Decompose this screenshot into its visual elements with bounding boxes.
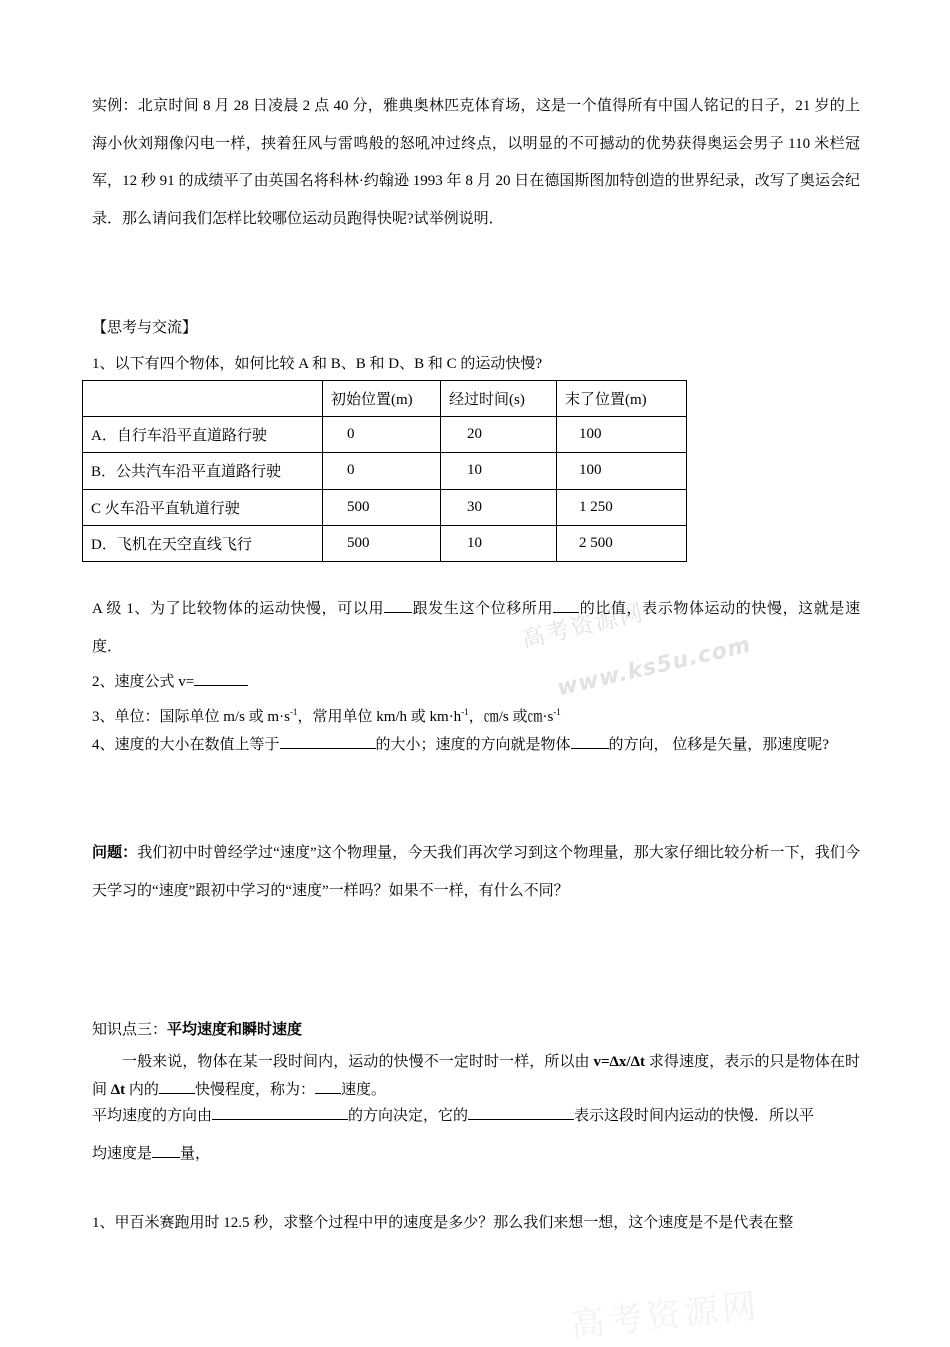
knowledge-text: 一般来说，物体在某一段时间内，运动的快慢不一定时时一样，所以由 [122,1054,594,1070]
table-header-cell: 经过时间(s) [441,381,557,417]
table-cell: 500 [323,525,441,561]
knowledge-text: 求得速度，表示的只是 [645,1054,800,1070]
unit-text: ，㎝/s 或㎝·s [468,709,554,725]
problem-text: 我们初中时曾经学过“速度”这个物理量，今天我们再次学习到这个物理量，那大家仔细比较分析一下，我们今天学习的“速度”跟初中学习的“速度”一样吗？如果不一样，有什么不同？ [92,845,860,899]
knowledge-prefix: 知识点三： [92,1022,168,1038]
knowledge-text: 快慢程度，称为： [194,1082,315,1098]
knowledge-text: 表示这段时间内运动的快慢．所以平 [574,1108,815,1124]
problem-label: 问题： [92,845,138,861]
table-header-cell: 末了位置(m) [557,381,687,417]
watermark-footer: 高考资源网 [568,1286,762,1346]
fill-blank [315,1079,341,1094]
section-heading-think: 【思考与交流】 [92,320,198,336]
table-cell: 100 [557,417,687,453]
table-header-cell [83,381,323,417]
magnitude-text: 的方向， 位移是矢量，那速度呢? [608,737,829,753]
unit-exponent: -1 [553,707,561,717]
magnitude-text: 的大小；速度的方向就是物体 [375,737,571,753]
formula-text: 2、速度公式 v= [92,674,195,690]
table-cell: 20 [441,417,557,453]
formula-line [92,670,248,691]
comparison-table [82,380,687,562]
intro-paragraph: 实例：北京时间 8 月 28 日凌晨 2 点 40 分，雅典奥林匹克体育场，这是一个值得所有中国人铭记的日子，21 岁的上海小伙刘翔像闪电一样，挟着狂风与雷鸣般的怒吼冲过终点，以明显的不可撼动的优势获得奥运会男子 110 米栏冠军，12 秒 91 的成绩平了由英国名将科林·约翰逊 1993 年 8 月 20 日在德国斯图加特创造的世界纪录，改写了奥运会纪录．那么请问我们怎样比较哪位运动员跑得快呢?试举例说明． [92,98,860,227]
table-cell: D．飞机在天空直线飞行 [83,525,323,561]
velocity-formula: v=Δx/Δt [593,1054,646,1070]
knowledge-text: 均速度是 [92,1146,153,1162]
table-header-row [83,381,687,417]
table-cell: 30 [441,489,557,525]
a-level-text: 的比值，表示物体运动的快慢，这就是速度． [92,601,860,655]
magnitude-paragraph [92,727,860,765]
table-header-cell: 初始位置(m) [323,381,441,417]
knowledge-title: 平均速度和瞬时速度 [167,1022,303,1038]
fill-blank [468,1105,574,1120]
example-1: 1、甲百米赛跑用时 12.5 秒，求整个过程中甲的速度是多少？那么我们来想一想，这个速度是不是代表在整 [92,1215,794,1231]
knowledge-text: 物体在时间 [92,1054,860,1098]
knowledge-text: 内的 [125,1082,159,1098]
problem-paragraph [92,835,860,910]
fill-blank [384,598,412,613]
table-cell: C 火车沿平直轨道行驶 [83,489,323,525]
table-cell: 1 250 [557,489,687,525]
fill-blank [571,734,609,749]
average-direction-line [92,1104,814,1125]
knowledge-text: 平均速度的方向由 [92,1108,213,1124]
unit-exponent: -1 [289,707,298,717]
fill-blank [159,1079,195,1094]
fill-blank [280,734,376,749]
table-cell: 2 500 [557,525,687,561]
table-cell: 0 [323,453,441,489]
unit-text: ，常用单位 km/h 或 km·h [297,709,462,725]
unit-exponent: -1 [461,707,469,717]
knowledge-text: 量， [180,1146,211,1162]
table-cell: 500 [323,489,441,525]
fill-blank [152,1143,180,1158]
knowledge-text: 的方向决定，它的 [348,1108,469,1124]
a-level-text: A 级 1、为了比较物体的运动快慢，可以用 [92,601,385,617]
delta-t: Δt [110,1082,126,1098]
table-row [83,417,687,453]
table-row [83,489,687,525]
table-cell: 10 [441,525,557,561]
knowledge-text: 速度。 [340,1082,386,1098]
a-level-text: 跟发生这个位移所用 [412,601,554,617]
table-cell: 10 [441,453,557,489]
fill-blank [553,598,579,613]
table-cell: 0 [323,417,441,453]
table-row [83,525,687,561]
unit-line [92,705,561,726]
watermark-text: 高考资源网 [519,599,647,654]
knowledge-paragraph [92,1048,860,1104]
question-1: 1、以下有四个物体，如何比较 A 和 B、B 和 D、B 和 C 的运动快慢? [92,356,543,372]
average-vector-line [92,1142,210,1163]
magnitude-text: 4、速度的大小在数值上等于 [92,737,280,753]
fill-blank [212,1105,348,1120]
table-cell: A．自行车沿平直道路行驶 [83,417,323,453]
table-cell: B．公共汽车沿平直道路行驶 [83,453,323,489]
watermark-url: www.ks5u.com [555,632,754,702]
unit-text: 3、单位：国际单位 m/s 或 m·s [92,709,290,725]
a-level-paragraph [92,591,860,666]
fill-blank [194,671,248,686]
table-row [83,453,687,489]
knowledge-heading [92,1018,302,1039]
table-cell: 100 [557,453,687,489]
